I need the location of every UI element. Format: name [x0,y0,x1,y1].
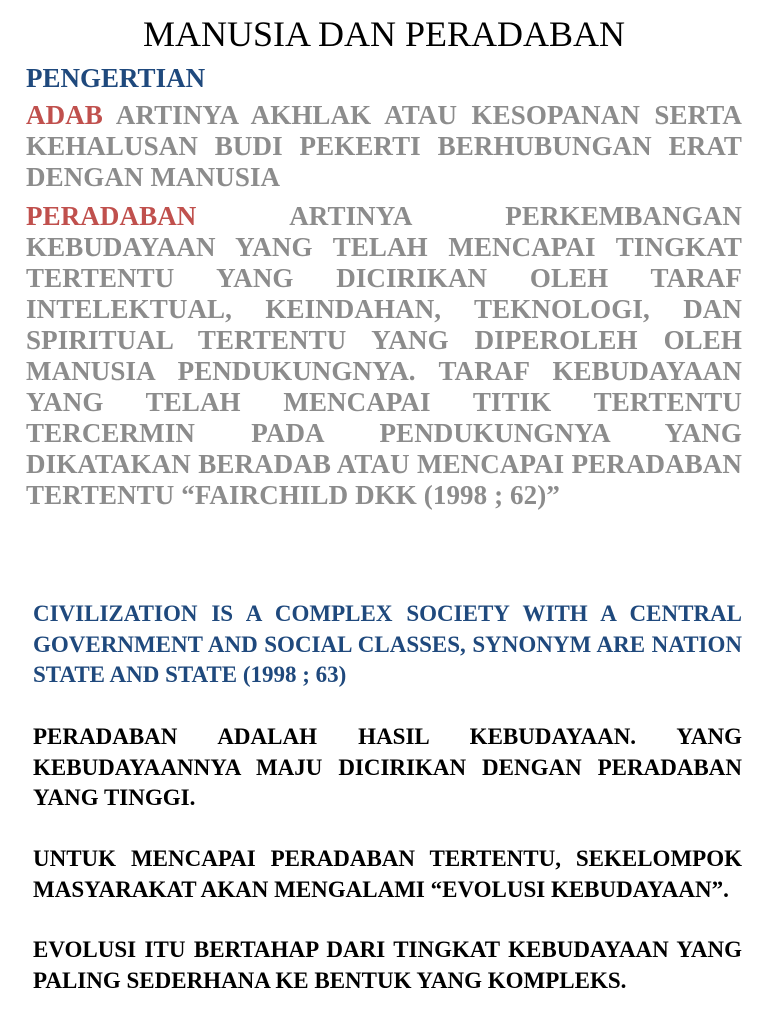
page-title: MANUSIA DAN PERADABAN [142,14,626,54]
peradaban-term: PERADABAN [26,201,197,231]
peradaban-definition [26,201,742,511]
adab-definition [26,100,742,193]
section-heading: PENGERTIAN [26,63,206,93]
peradaban-hasil-paragraph: PERADABAN ADALAH HASIL KEBUDAYAAN. YANG KEBUDAYAANNYA MAJU DICIRIKAN DENGAN PERADABAN YANG TINGGI. [33,724,742,810]
adab-text: ARTINYA AKHLAK ATAU KESOPANAN SERTA KEHALUSAN BUDI PEKERTI BERHUBUNGAN ERAT DENGAN MANUSIA [26,100,742,192]
untuk-mencapai-paragraph: UNTUK MENCAPAI PERADABAN TERTENTU, SEKELOMPOK MASYARAKAT AKAN MENGALAMI “EVOLUSI KEBUDAYAAN”. [33,846,742,902]
peradaban-text: ARTINYA PERKEMBANGAN KEBUDAYAAN YANG TELAH MENCAPAI TINGKAT TERTENTU YANG DICIRIKAN OLEH TARAF INTELEKTUAL, KEINDAHAN, TEKNOLOGI, DAN SPIRITUAL TERTENTU YANG DIPEROLEH OLEH MANUSIA PENDUKUNGNYA. TARAF KEBUDAYAAN YANG TELAH MENCAPAI TITIK TERTENTU TERCERMIN PADA PENDUKUNGNYA YANG DIKATAKAN BERADAB ATAU MENCAPAI PERADABAN TERTENTU “FAIRCHILD DKK (1998 ; 62)” [26,201,742,510]
civilization-quote: CIVILIZATION IS A COMPLEX SOCIETY WITH A CENTRAL GOVERNMENT AND SOCIAL CLASSES, SYNONYM ARE NATION STATE AND STATE (1998 ; 63) [33,601,742,687]
adab-term: ADAB [26,100,103,130]
evolusi-paragraph: EVOLUSI ITU BERTAHAP DARI TINGKAT KEBUDAYAAN YANG PALING SEDERHANA KE BENTUK YANG KOMPLEKS. [33,937,742,993]
